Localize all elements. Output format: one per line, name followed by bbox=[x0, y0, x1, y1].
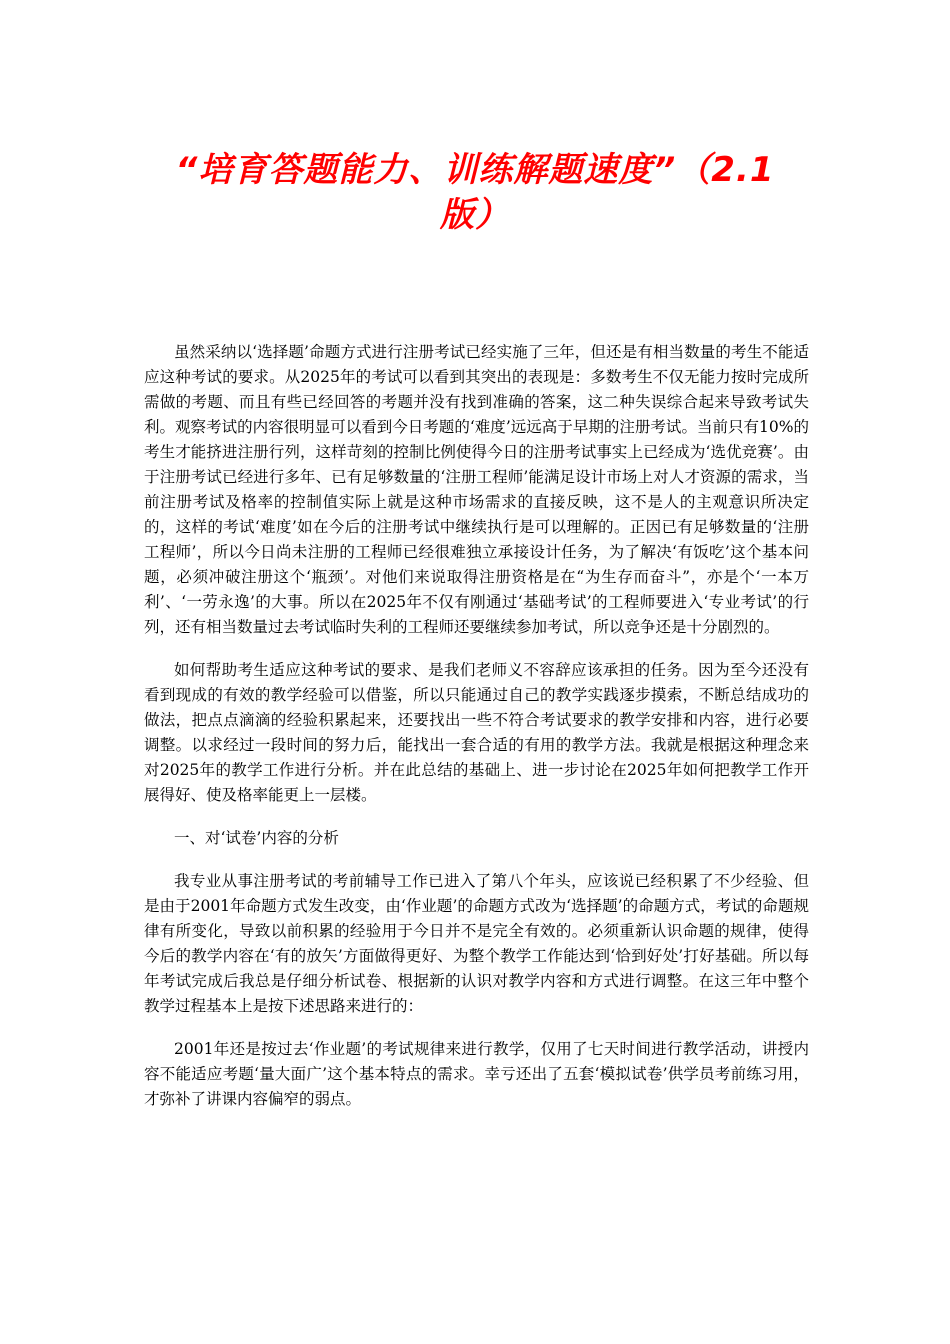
paragraph: 如何帮助考生适应这种考试的要求、是我们老师义不容辞应该承担的任务。因为至今还没有看到现成的有效的教学经验可以借鉴，所以只能通过自己的教学实践逐步摸索，不断总结成功的做法，把点点滴滴的经验积累起来，还要找出一些不符合考试要求的教学安排和内容，进行必要调整。以求经过一段时间的努力后，能找出一套合适的有用的教学方法。我就是根据这种理念来对2025年的教学工作进行分析。并在此总结的基础上、进一步讨论在2025年如何把教学工作开展得好、使及格率能更上一层楼。 bbox=[144, 661, 809, 804]
document-title: “培育答题能力、训练解题速度”（2.1版） bbox=[175, 150, 775, 235]
paragraph: 我专业从事注册考试的考前辅导工作已进入了第八个年头，应该说已经积累了不少经验、但是由于2001年命题方式发生改变，由‘作业题’的命题方式改为‘选择题’的命题方式，考试的命题规律有所变化，导致以前积累的经验用于今日并不是完全有效的。必须重新认识命题的规律，使得今后的教学内容在‘有的放矢’方面做得更好、为整个教学工作能达到‘恰到好处’打好基础。所以每年考试完成后我总是仔细分析试卷、根据新的认识对教学内容和方式进行调整。在这三年中整个教学过程基本上是按下述思路来进行的： bbox=[144, 872, 809, 1015]
paragraph: 虽然采纳以‘选择题’命题方式进行注册考试已经实施了三年，但还是有相当数量的考生不能适应这种考试的要求。从2025年的考试可以看到其突出的表现是：多数考生不仅无能力按时完成所需做的考题、而且有些已经回答的考题并没有找到准确的答案，这二种失误综合起来导致考试失利。观察考试的内容很明显可以看到今日考题的‘难度’远远高于早期的注册考试。当前只有10%的考生才能挤进注册行列，这样苛刻的控制比例使得今日的注册考试事实上已经成为‘选优竞赛’。由于注册考试已经进行多年、已有足够数量的‘注册工程师’能满足设计市场上对人才资源的需求，当前注册考试及格率的控制值实际上就是这种市场需求的直接反映，这不是人的主观意识所决定的，这样的考试‘难度’如在今后的注册考试中继续执行是可以理解的。正因已有足够数量的‘注册工程师’，所以今日尚未注册的工程师已经很难独立承接设计任务，为了解决‘有饭吃’这个基本问题，必须冲破注册这个‘瓶颈’。对他们来说取得注册资格是在“为生存而奋斗”，亦是个‘一本万利’、‘一劳永逸’的大事。所以在2025年不仅有刚通过‘基础考试’的工程师要进入‘专业考试’的行列，还有相当数量过去考试临时失利的工程师还要继续参加考试，所以竞争还是十分剧烈的。 bbox=[144, 343, 809, 636]
section-heading: 一、对‘试卷’内容的分析 bbox=[174, 829, 339, 847]
paragraph: 2001年还是按过去‘作业题’的考试规律来进行教学，仅用了七天时间进行教学活动，讲授内容不能适应考题‘量大面广’这个基本特点的需求。幸亏还出了五套‘模拟试卷’供学员考前练习用，才弥补了讲课内容偏窄的弱点。 bbox=[144, 1040, 809, 1108]
document-body bbox=[144, 340, 809, 1112]
